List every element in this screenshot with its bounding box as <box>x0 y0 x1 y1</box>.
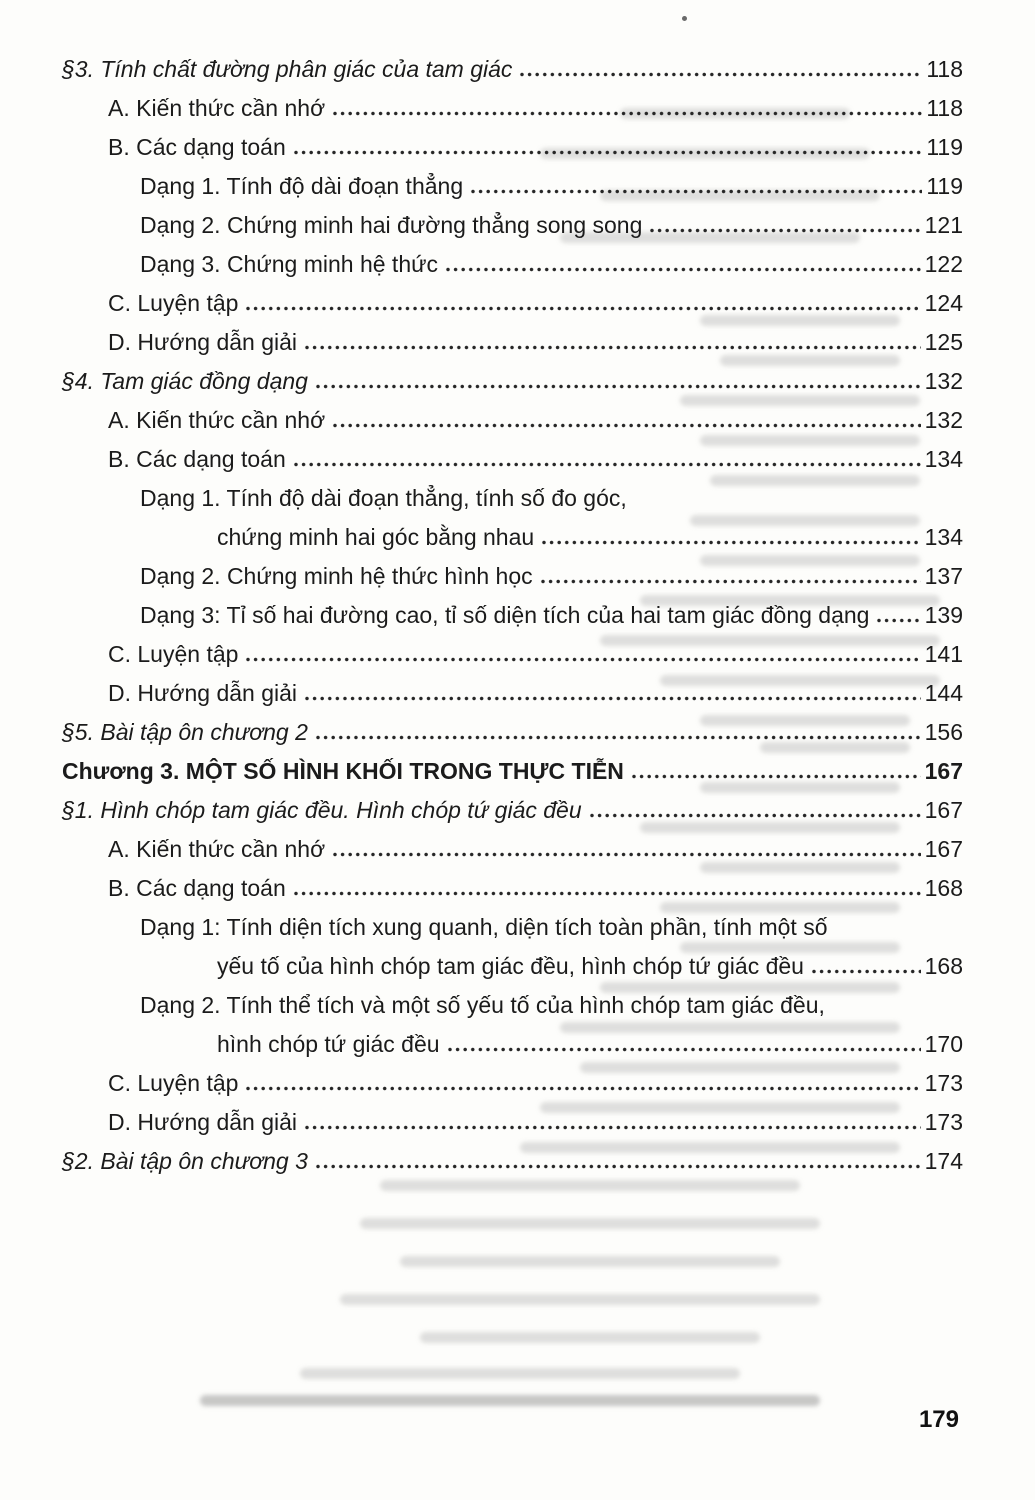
toc-entry-page: 144 <box>924 680 963 706</box>
dot-leader <box>304 345 921 350</box>
toc-entry-page: 167 <box>924 797 963 823</box>
dot-leader <box>811 969 921 974</box>
toc-entry-title: B. Các dạng toán <box>108 875 286 901</box>
bleedthrough-line-artifact <box>420 1332 760 1343</box>
toc-entry <box>62 128 963 167</box>
toc-entry <box>62 635 963 674</box>
toc-entry <box>62 557 963 596</box>
toc-entry-title: hình chóp tứ giác đều <box>217 1031 440 1057</box>
dot-leader <box>315 1164 921 1169</box>
bleedthrough-line-artifact <box>200 1395 820 1406</box>
toc-entry <box>62 908 963 947</box>
toc-entry <box>62 167 963 206</box>
toc-entry-title: C. Luyện tập <box>108 290 239 316</box>
toc-entry-page: 119 <box>926 173 963 199</box>
toc-entry-page: 118 <box>926 56 963 82</box>
toc-entry-title: §3. Tính chất đường phân giác của tam giác <box>62 56 513 82</box>
toc-entry <box>62 869 963 908</box>
toc-entry-page: 156 <box>924 719 963 745</box>
toc-entry <box>62 206 963 245</box>
ink-speck-artifact <box>682 16 687 21</box>
toc-entry-page: 132 <box>924 407 963 433</box>
toc-entry-title: Dạng 3: Tỉ số hai đường cao, tỉ số diện tích của hai tam giác đồng dạng <box>140 602 870 628</box>
toc-entry <box>62 596 963 635</box>
dot-leader <box>589 813 921 818</box>
dot-leader <box>447 1047 921 1052</box>
toc-entry-page: 121 <box>924 212 963 238</box>
toc-entry-page: 134 <box>924 524 963 550</box>
dot-leader <box>470 189 922 194</box>
dot-leader <box>876 618 920 623</box>
dot-leader <box>315 384 921 389</box>
toc-entry-title: §2. Bài tập ôn chương 3 <box>62 1148 308 1174</box>
dot-leader <box>304 696 921 701</box>
toc-entry <box>62 947 963 986</box>
toc-entry <box>62 89 963 128</box>
dot-leader <box>631 774 921 779</box>
toc-entry <box>62 362 963 401</box>
dot-leader <box>293 462 921 467</box>
toc-entry-page: 167 <box>924 836 963 862</box>
dot-leader <box>245 306 920 311</box>
toc-entry-title: A. Kiến thức cần nhớ <box>108 407 326 433</box>
dot-leader <box>332 423 920 428</box>
toc-entry <box>62 479 963 518</box>
table-of-contents <box>62 50 963 1181</box>
toc-entry <box>62 986 963 1025</box>
toc-entry-title: §4. Tam giác đồng dạng <box>62 368 308 394</box>
toc-entry <box>62 1025 963 1064</box>
toc-entry <box>62 1064 963 1103</box>
toc-entry-page: 125 <box>924 329 963 355</box>
toc-entry-page: 173 <box>924 1070 963 1096</box>
toc-entry-title: B. Các dạng toán <box>108 134 286 160</box>
toc-entry-page: 137 <box>924 563 963 589</box>
toc-entry-title: D. Hướng dẫn giải <box>108 680 298 706</box>
dot-leader <box>315 735 921 740</box>
toc-entry-page: 139 <box>924 602 963 628</box>
toc-entry-title: A. Kiến thức cần nhớ <box>108 836 326 862</box>
bleedthrough-line-artifact <box>300 1368 740 1379</box>
toc-entry-title: B. Các dạng toán <box>108 446 286 472</box>
toc-entry-page: 118 <box>926 95 963 121</box>
page-number: 179 <box>918 1406 959 1433</box>
toc-entry-title: Dạng 3. Chứng minh hệ thức <box>140 251 439 277</box>
dot-leader <box>519 72 922 77</box>
toc-entry-title: chứng minh hai góc bằng nhau <box>217 524 535 550</box>
toc-entry <box>62 674 963 713</box>
toc-entry <box>62 830 963 869</box>
toc-entry-page: 122 <box>924 251 963 277</box>
toc-entry-title: Dạng 2. Tính thể tích và một số yếu tố của hình chóp tam giác đều, <box>140 992 825 1018</box>
dot-leader <box>541 540 920 545</box>
toc-entry-page: 168 <box>924 953 963 979</box>
toc-entry-title: C. Luyện tập <box>108 641 239 667</box>
bleedthrough-line-artifact <box>380 1180 800 1191</box>
dot-leader <box>540 579 921 584</box>
toc-entry-title: D. Hướng dẫn giải <box>108 329 298 355</box>
dot-leader <box>293 891 921 896</box>
toc-entry-title: C. Luyện tập <box>108 1070 239 1096</box>
toc-entry-title: Dạng 1. Tính độ dài đoạn thẳng <box>140 173 464 199</box>
toc-entry-page: 167 <box>924 758 963 784</box>
toc-entry <box>62 245 963 284</box>
toc-entry-page: 141 <box>924 641 963 667</box>
dot-leader <box>304 1125 921 1130</box>
dot-leader <box>293 150 923 155</box>
bleedthrough-line-artifact <box>360 1218 820 1229</box>
toc-entry-title: A. Kiến thức cần nhớ <box>108 95 326 121</box>
toc-entry-page: 168 <box>924 875 963 901</box>
dot-leader <box>649 228 920 233</box>
toc-entry <box>62 50 963 89</box>
toc-entry-page: 124 <box>924 290 963 316</box>
toc-entry <box>62 1142 963 1181</box>
toc-entry <box>62 284 963 323</box>
toc-entry-title: Dạng 1. Tính độ dài đoạn thẳng, tính số đo góc, <box>140 485 627 511</box>
toc-entry <box>62 323 963 362</box>
dot-leader <box>245 657 920 662</box>
toc-entry-title: §5. Bài tập ôn chương 2 <box>62 719 308 745</box>
toc-entry-page: 173 <box>924 1109 963 1135</box>
dot-leader <box>332 852 920 857</box>
toc-entry-title: D. Hướng dẫn giải <box>108 1109 298 1135</box>
bleedthrough-line-artifact <box>400 1256 780 1267</box>
toc-entry <box>62 713 963 752</box>
toc-entry-title: yếu tố của hình chóp tam giác đều, hình chóp tứ giác đều <box>217 953 804 979</box>
toc-entry-title: §1. Hình chóp tam giác đều. Hình chóp tứ giác đều <box>62 797 582 823</box>
dot-leader <box>445 267 921 272</box>
dot-leader <box>245 1086 920 1091</box>
toc-entry-page: 132 <box>924 368 963 394</box>
toc-entry-page: 170 <box>924 1031 963 1057</box>
toc-entry <box>62 518 963 557</box>
toc-entry-title: Dạng 1: Tính diện tích xung quanh, diện tích toàn phần, tính một số <box>140 914 828 940</box>
toc-entry <box>62 1103 963 1142</box>
toc-entry <box>62 401 963 440</box>
toc-entry-page: 174 <box>924 1148 963 1174</box>
toc-entry-page: 134 <box>924 446 963 472</box>
toc-entry-title: Chương 3. MỘT SỐ HÌNH KHỐI TRONG THỰC TIỄN <box>62 758 624 784</box>
toc-entry-title: Dạng 2. Chứng minh hai đường thẳng song song <box>140 212 643 238</box>
dot-leader <box>332 111 922 116</box>
toc-entry <box>62 791 963 830</box>
toc-entry-page: 119 <box>926 134 963 160</box>
bleedthrough-line-artifact <box>340 1294 820 1305</box>
toc-entry <box>62 752 963 791</box>
toc-entry <box>62 440 963 479</box>
toc-entry-title: Dạng 2. Chứng minh hệ thức hình học <box>140 563 533 589</box>
